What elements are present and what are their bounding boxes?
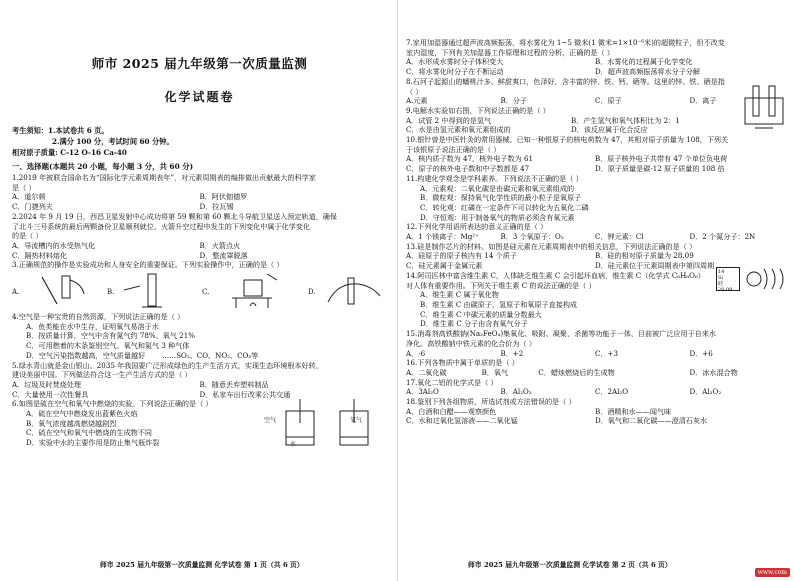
atom-structure-figure (744, 265, 788, 293)
q11-stem: 11.构建化学观念是学科素养。下列说法不正确的是（ ） (406, 173, 583, 183)
page-footer-1: 师市 2025 届九年级第一次质量监测 化学试卷 第 1 页（共 6 页） (100, 561, 304, 569)
q2-option-b: B．火箭点火 (199, 240, 241, 250)
exam-page-2 (397, 0, 794, 581)
q8-option-c: C．原子 (595, 96, 622, 106)
q16-option-b: B．氧气 (481, 367, 509, 377)
section-heading: 一、选择题(本题共 20 小题，每小题 3 分，共 60 分) (12, 162, 194, 171)
q15-stem: 15.消毒剂高铁酸钠(Na₂FeO₄)集氧化、吸附、凝聚、杀菌等功能于一体，目前被广泛应用于自来水 (406, 329, 716, 339)
q4-option-c: C．可用燃着的木条鉴别空气、氧气和氮气 3 种气体 (26, 341, 190, 351)
q18-option-b: B．酒精和水——闻气味 (595, 406, 672, 416)
q12-option-a: A．1 个镁离子：Mg²⁺ (406, 232, 479, 242)
q6-option-b: B．氧气浓度越高燃烧越剧烈 (26, 418, 117, 428)
q7-option-a: A．水形成水雾时分子体积变大 (406, 57, 504, 67)
q10-options (406, 154, 784, 164)
q4-option-d: D．空气污染指数越高，空气质量越好 (26, 350, 146, 360)
q1-stem-2: 是（ ） (12, 182, 36, 192)
q14-stem-2: 对人体有重要作用。下列关于维生素 C 的说法正确的是（ ） (406, 280, 596, 290)
q17-option-a: A．3Al₂O (406, 387, 439, 397)
q5-option-d: D．私家车出行改乘公共交通 (199, 389, 291, 399)
q11-option-d: D．守恒观：用于制备氧气的物质必须含有氧元素 (420, 212, 575, 222)
q14-option-b: B．维生素 C 由碳原子、氢原子和氧原子直接构成 (420, 299, 578, 309)
q15-option-d: D．+6 (689, 348, 713, 358)
q12-option-b: B．3 个氧原子：O₃ (500, 232, 564, 242)
q12-option-d: D．2 个氮分子：2N (689, 232, 756, 242)
q8-options (406, 96, 784, 106)
q18-stem: 18.鉴别下列各组物质，所选试剂或方法错误的是（ ） (406, 397, 576, 407)
q5-option-b: B．随意丢弃塑料制品 (199, 379, 269, 389)
q13-option-d: D．硅元素位于元素周期表中第四周期 (595, 261, 715, 271)
q6-stem: 6.如图是硫在空气和氧气中燃烧的实验。下列说法正确的是（ ） (12, 399, 213, 409)
q8-option-b: B．分子 (500, 96, 527, 106)
hand-figure (318, 272, 388, 310)
q1-options-2 (12, 202, 387, 212)
q10-option-d: D．原子质量是碳-12 原子质量的 108 倍 (595, 164, 725, 174)
q16-options (406, 368, 784, 378)
q2-stem: 2.2024 年 9 月 19 日，西昌卫星发射中心成功将第 59 颗和第 60 颗北斗导航卫星送入预定轨道，确保 (12, 211, 337, 221)
exam-subtitle: 化学试题卷 (164, 90, 235, 104)
q2-stem-2: 了北斗三号系统的最后两颗备份卫星顺利就位。火箭升空过程中发生的下列变化中属于化学变化 (12, 221, 310, 231)
q3-label-d: D. (308, 288, 316, 297)
q2-option-d: D．整流罩脱落 (199, 250, 248, 260)
atomic-mass: 相对原子质量: C-12 O-16 Ca-40 (12, 148, 127, 157)
q9-option-b: B．产生氢气和氧气体积比为 2：1 (571, 115, 680, 125)
q13-options (406, 251, 784, 261)
q8-option-d: D．离子 (689, 96, 717, 106)
q2-options-2 (12, 251, 387, 261)
q7-stem-2: 室内湿度，下列有关加湿器工作原理和过程的分析，正确的是（ ） (406, 47, 614, 57)
q5-option-a: A．垃圾及时焚烧处理 (12, 379, 81, 389)
q5-option-c: C．大量使用一次性餐具 (12, 389, 89, 399)
q2-option-a: A．导流槽内的水受热气化 (12, 240, 96, 250)
q10-stem-2: 于该银原子说法正确的是（ ） (406, 144, 501, 154)
q10-option-a: A．核内质子数为 47，核外电子数为 61 (406, 154, 533, 164)
q9-stem: 9.电解水实验如右图，下列说法正确的是（ ） (406, 105, 550, 115)
q1-option-d: D．拉瓦锡 (199, 202, 234, 212)
q6-label-oxygen: 氧气 (350, 417, 363, 425)
q18-option-c: C．水和过氧化氢溶液——二氧化锰 (406, 416, 518, 426)
q6-block (12, 409, 387, 448)
q3-stem: 3.正确规范的操作是实验成功和人身安全的重要保证。下列实验操作中，正确的是（ ） (12, 260, 284, 270)
q3-label-c: C. (202, 288, 210, 297)
q1-options (12, 192, 387, 202)
q11-option-b: B．微粒观：保持氧气化学性质的最小粒子是氧原子 (420, 193, 582, 203)
q15-stem-2: 净化。高铁酸钠中铁元素的化合价为（ ） (406, 338, 536, 348)
q10-option-c: C．原子的核外电子数和中子数都是 47 (406, 164, 530, 174)
q8-stem: 8.石河子起源山的蟠桃汁多、鲜甜爽口，色泽好，含丰富的锌、铁、钙、硒等。这里的锌、铁、硒是指 (406, 76, 725, 86)
q1-stem: 1.2019 年被联合国命名为“国际化学元素周期表年”，对元素周期表的编排做出贡献最大的科学家 (12, 173, 316, 182)
q9-option-a: A．试管 2 中得到的是氢气 (406, 115, 492, 125)
q18-option-d: D．氧气和二氧化碳——澄清石灰水 (595, 416, 708, 426)
q4-option-b: B．按质量计算，空气中含有氮气约 78%、氧气 21% (26, 331, 195, 341)
q10-option-b: B．原子核外电子共带有 47 个单位负电荷 (595, 154, 728, 164)
q16-option-d: D．冰水混合物 (689, 367, 738, 377)
q16-option-c: C．蜡烛燃烧后的生成物 (538, 367, 615, 377)
q8-stem-2: （ ） (406, 86, 423, 96)
q18-options (406, 407, 784, 417)
silicon-element-box (716, 267, 740, 291)
q18-options-2 (406, 416, 784, 426)
q17-options (406, 387, 784, 397)
q15-option-c: C．+3 (595, 348, 618, 358)
q6-label-air: 空气 (264, 417, 277, 425)
notice-2: 2.满分 100 分，考试时间 60 分钟。 (52, 137, 174, 146)
q17-stem: 17.氧化二铝的化学式是（ ） (406, 377, 498, 387)
q1-option-b: B．阿伏伽德罗 (199, 192, 248, 202)
q5-options (12, 380, 387, 390)
q7-option-b: B．水雾化的过程属于化学变化 (595, 57, 693, 67)
q4-option-a: A．鱼类能在水中生存，证明氧气易溶于水 (26, 321, 159, 331)
q9-options (406, 116, 736, 126)
silicon-mass: 28.09 (718, 286, 733, 293)
q7-option-c: C．将水雾化时分子在不断运动 (406, 67, 504, 77)
notice-1: 考生须知：1.本试卷共 6 页。 (12, 126, 109, 135)
q11-option-c: C．转化观：红磷在一定条件下可以转化为五氧化二磷 (420, 202, 589, 212)
q5-stem: 5.绿水青山就是金山银山。2035 年我国要广泛形成绿色的生产生活方式，实现生态环境根本好转， (12, 360, 323, 370)
q12-options (406, 232, 784, 242)
heating-figure (212, 272, 292, 310)
page-footer-2: 师市 2025 届九年级第一次质量监测 化学试卷 第 2 页（共 6 页） (468, 561, 672, 569)
q15-option-a: A．-6 (406, 348, 426, 358)
q1-option-c: C．门捷列夫 (12, 202, 53, 212)
exam-title: 师市 2025 届九年级第一次质量监测 (91, 56, 308, 71)
silicon-name: 硅 (718, 280, 724, 287)
q17-option-d: D．Al₃O₂ (689, 387, 722, 397)
q10-options-2 (406, 164, 784, 174)
q3-label-a: A. (12, 288, 20, 297)
q8-option-a: A.元素 (406, 96, 428, 106)
q2-option-c: C．隔热材料熔化 (12, 250, 68, 260)
q7-options-2 (406, 67, 784, 77)
q16-stem: 16.下列各物质中属于单质的是（ ） (406, 358, 519, 368)
electrolysis-figure (741, 84, 787, 134)
q7-options (406, 57, 784, 67)
q14-block (406, 268, 784, 329)
q15-options (406, 349, 784, 359)
sulfur-burning-figure (262, 397, 382, 449)
q17-option-b: B．Al₂O₃ (500, 387, 532, 397)
q2-stem-3: 的是（ ） (12, 231, 43, 241)
q3-label-b: B. (107, 288, 115, 297)
q12-option-c: C．钾元素：Cl (595, 232, 644, 242)
q14-option-c: C．维生素 C 中碳元素的质量分数最大 (420, 309, 542, 319)
cylinder-figure (120, 272, 180, 310)
q10-stem: 10.银针曾是中医针灸的常用器械。已知一种银原子的核电荷数为 47，其相对原子质量为 108，下列关 (406, 135, 729, 145)
q15-option-b: B．+2 (500, 348, 524, 358)
q14-option-a: A．维生素 C 属于氧化物 (420, 290, 499, 300)
q4-tail: ……SO₂、CO、NO₂、CO₂等 (162, 350, 259, 360)
q13-option-b: B．硅的相对原子质量为 28.09 (595, 251, 694, 261)
q9-option-d: D．该反应属于化合反应 (571, 125, 648, 135)
q16-option-a: A．二氧化碳 (406, 367, 447, 377)
q13-stem: 13.硅是制作芯片的材料。如图是硅元素在元素周期表中的相关信息，下列说法正确的是（ ） (406, 241, 697, 251)
q9-option-c: C．水是由氢元素和氧元素组成的 (406, 125, 511, 135)
q7-option-d: D．超声波高频振荡将水分子分解 (595, 67, 700, 77)
q7-stem: 7.家用加湿器通过超声波高频振荡，将水雾化为 1~5 微米(1 微米=1×10⁻⁶米)的超微粒子，但不改变 (406, 38, 725, 47)
q1-option-a: A．道尔顿 (12, 192, 46, 202)
q6-option-d: D．实验中水的主要作用是防止集气瓶炸裂 (26, 438, 160, 448)
q18-option-a: A．白酒和白醋——观察颜色 (406, 406, 497, 416)
q12-stem: 12.下列化学用语所表达的意义正确的是（ ） (406, 222, 548, 232)
q6-option-c: C．硫在空气和氧气中燃烧的生成物不同 (26, 428, 153, 438)
q2-options (12, 241, 387, 251)
q6-option-a: A．硫在空气中燃烧发出蓝紫色火焰 (26, 409, 138, 419)
q6-label-water: 水 (290, 441, 297, 449)
q17-option-c: C．2Al₂O (595, 387, 629, 397)
q11-option-a: A．元素观：二氧化碳是由碳元素和氧元素组成的 (420, 183, 575, 193)
q13-option-a: A．硅原子的原子核内有 14 个质子 (406, 251, 517, 261)
test-tube-figure (22, 272, 92, 310)
q14-stem: 14.阿司匹林中富含维生素 C，人体缺乏维生素 C 会引起坏血病，维生素 C（化学式 C₆H₈O₆） (406, 270, 705, 280)
q9-block (406, 106, 784, 135)
q4-stem: 4.空气是一种宝贵的自然资源，下列说法正确的是（ ） (12, 312, 185, 322)
q14-option-d: D．维生素 C 分子由含有氧气分子 (420, 319, 528, 329)
q13-option-c: C．硅元素属于金属元素 (406, 261, 483, 271)
watermark-badge: www.com (755, 568, 790, 577)
silicon-number: 14 (718, 268, 725, 275)
silicon-symbol: Si (718, 274, 724, 281)
q5-stem-2: 建设美丽中国。下列做法符合这一生产生活方式的是（ ） (12, 370, 192, 380)
q9-options-2 (406, 125, 736, 135)
q3-figures (12, 272, 387, 310)
